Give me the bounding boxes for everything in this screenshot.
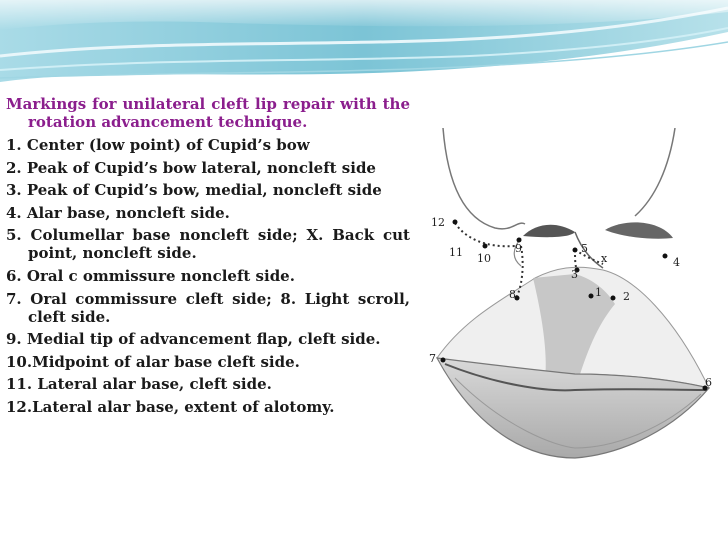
list-item: 7. Oral commissure cleft side; 8. Light scroll, cleft side. [6,289,410,326]
label-1: 1 [595,286,602,299]
list-item: 12.Lateral alar base, extent of alotomy. [6,397,335,416]
list-item: 3. Peak of Cupid’s bow, medial, noncleft side [6,181,382,200]
label-9: 9 [515,242,522,255]
cleft-lip-illustration [425,128,721,473]
label-7: 7 [429,352,436,365]
slide-text-block [6,95,410,421]
list-item: 6. Oral c ommissure noncleft side. [6,266,295,285]
list-item: 1. Center (low point) of Cupid’s bow [6,136,310,154]
label-12: 12 [431,216,445,229]
label-x: x [601,252,608,265]
list-item: 5. Columellar base noncleft side; X. Back cut point, noncleft side. [6,226,410,263]
label-8: 8 [509,288,516,301]
list-item: 2. Peak of Cupid’s bow lateral, noncleft side [6,158,376,177]
label-10: 10 [477,252,491,265]
list-item: 11. Lateral alar base, cleft side. [6,375,272,394]
header-wave-decoration [0,0,728,92]
label-6: 6 [705,376,712,389]
list-item: 10.Midpoint of alar base cleft side. [6,352,300,371]
list-item: 9. Medial tip of advancement flap, cleft side. [6,330,381,349]
label-3: 3 [571,268,578,281]
list-item: 4. Alar base, noncleft side. [6,203,230,222]
slide-title: Markings for unilateral cleft lip repair with the rotation advancement technique. [6,95,410,131]
label-5: 5 [581,242,588,255]
label-11: 11 [449,246,463,259]
label-4: 4 [673,256,680,269]
label-2: 2 [623,290,630,303]
